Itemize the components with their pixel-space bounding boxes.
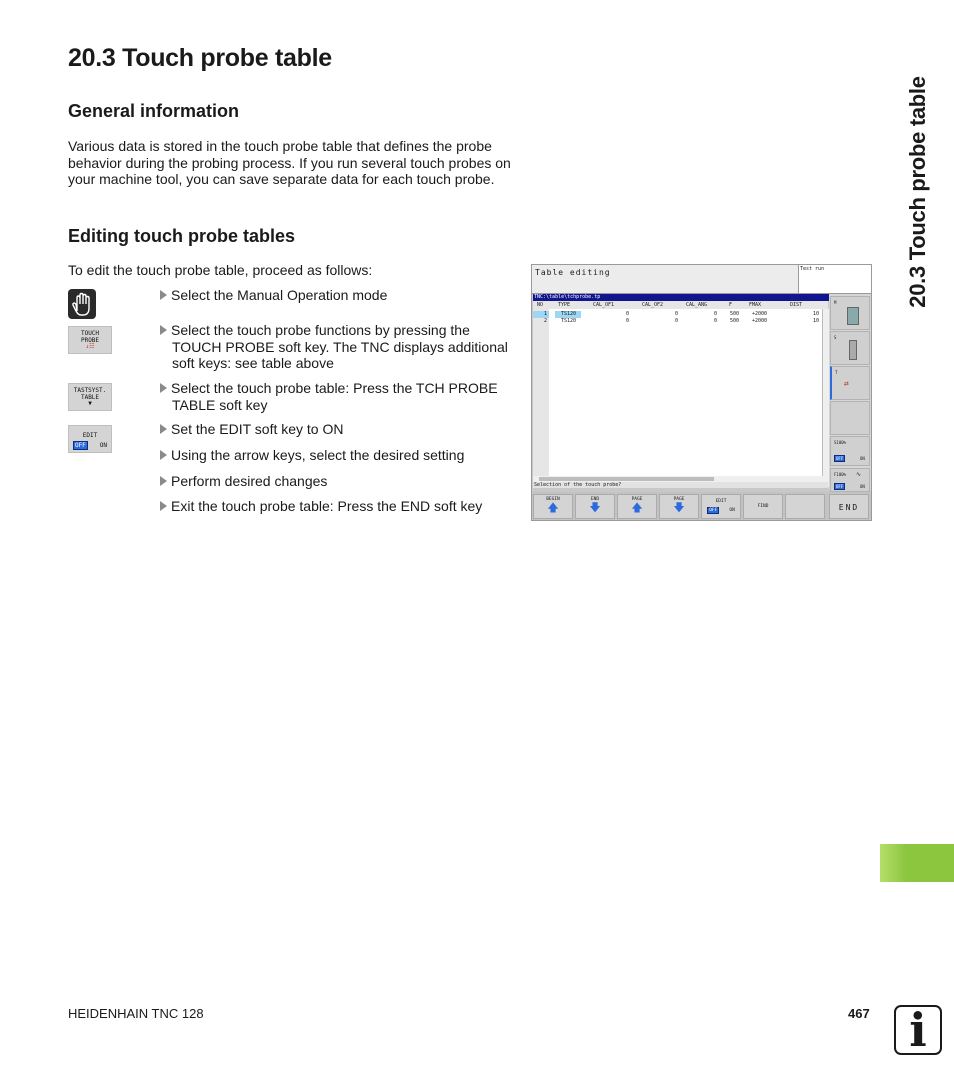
page-down-softkey: PAGE 🡇 bbox=[659, 494, 699, 519]
step-5: Using the arrow keys, select the desired setting bbox=[160, 447, 516, 464]
bottom-softkey-row bbox=[532, 492, 871, 520]
step-6: Perform desired changes bbox=[160, 473, 516, 490]
step-7: Exit the touch probe table: Press the END soft key bbox=[160, 498, 516, 515]
screen-mode2-header: Test run bbox=[799, 265, 871, 294]
vertical-scrollbar bbox=[822, 309, 829, 487]
begin-softkey: BEGIN 🡅 bbox=[533, 494, 573, 519]
end-exit-softkey: END bbox=[829, 494, 869, 519]
side-chapter-title: 20.3 Touch probe table bbox=[905, 76, 930, 308]
manual-operation-hand-icon bbox=[68, 289, 96, 319]
blank-softkey bbox=[830, 401, 870, 435]
edit-screen-softkey: EDIT OFF ON bbox=[701, 494, 741, 519]
info-icon: i bbox=[894, 1005, 942, 1055]
status-line: Selection of the touch probe? bbox=[533, 482, 828, 488]
feed-override-softkey: F100% ∿ OFF ON bbox=[830, 468, 870, 492]
edit-softkey: EDIT OFF ON bbox=[68, 425, 112, 453]
touch-probe-softkey: TOUCH PROBE ↓☷ bbox=[68, 326, 112, 354]
arrow-down-icon: 🡇 bbox=[589, 501, 601, 514]
probe-stylus-icon: ▼ bbox=[88, 400, 92, 407]
screen-mode-header: Table editing bbox=[532, 265, 799, 294]
chapter-color-tab bbox=[880, 844, 954, 882]
file-path: TNC:\table\tchprobe.tp bbox=[533, 294, 829, 301]
m-softkey: M bbox=[830, 296, 870, 330]
step-4: Set the EDIT soft key to ON bbox=[160, 421, 516, 438]
page-title: 20.3 Touch probe table bbox=[68, 44, 332, 72]
end-softkey: END 🡇 bbox=[575, 494, 615, 519]
probe-arrow-icon: ↓☷ bbox=[85, 343, 95, 350]
table-row: 2 TS120 0 0 0 500 +2000 10 bbox=[544, 318, 820, 324]
tool-change-icon: ⇄ bbox=[844, 379, 849, 388]
spindle-s-icon bbox=[849, 340, 857, 360]
find-softkey: FIND bbox=[743, 494, 783, 519]
blank-bottom-softkey bbox=[785, 494, 825, 519]
page-up-softkey: PAGE 🡅 bbox=[617, 494, 657, 519]
spindle-override-softkey: S100% OFF ON bbox=[830, 436, 870, 466]
tnc-screenshot bbox=[531, 264, 872, 521]
tastsyst-table-softkey: TASTSYST. TABLE ▼ bbox=[68, 383, 112, 411]
s-softkey: S bbox=[830, 331, 870, 365]
feed-wave-icon: ∿ bbox=[856, 471, 862, 478]
step-3: Select the touch probe table: Press the TCH PROBE TABLE soft key bbox=[160, 380, 516, 413]
editing-heading: Editing touch probe tables bbox=[68, 226, 296, 246]
arrow-up-icon: 🡅 bbox=[547, 501, 559, 514]
page-up-icon: 🡅 bbox=[631, 501, 643, 514]
page-number: 467 bbox=[848, 1006, 870, 1021]
probe-table bbox=[533, 301, 828, 487]
table-header: NO TYPE CAL_OF1 CAL_OF2 CAL_ANG F FMAX DIST bbox=[533, 301, 828, 309]
step-2: Select the touch probe functions by pressing the TOUCH PROBE soft key. The TNC displays additional soft keys: see table above bbox=[160, 322, 516, 372]
general-info-heading: General information bbox=[68, 101, 240, 121]
editing-intro: To edit the touch probe table, proceed as follows: bbox=[68, 262, 373, 278]
step-1: Select the Manual Operation mode bbox=[160, 287, 516, 304]
footer-manual-name: HEIDENHAIN TNC 128 bbox=[68, 1006, 204, 1021]
table-row: 1 TS120 0 0 0 500 +2000 10 bbox=[533, 311, 828, 318]
right-softkey-panel bbox=[829, 294, 871, 490]
page-down-icon: 🡇 bbox=[673, 501, 685, 514]
t-softkey: T ⇄ bbox=[830, 366, 870, 400]
spindle-icon bbox=[847, 307, 859, 325]
general-info-body: Various data is stored in the touch probe table that defines the probe behavior during the probing process. If you run several touch probes on your machine tool, you can save separate data for each touch probe. bbox=[68, 138, 511, 187]
